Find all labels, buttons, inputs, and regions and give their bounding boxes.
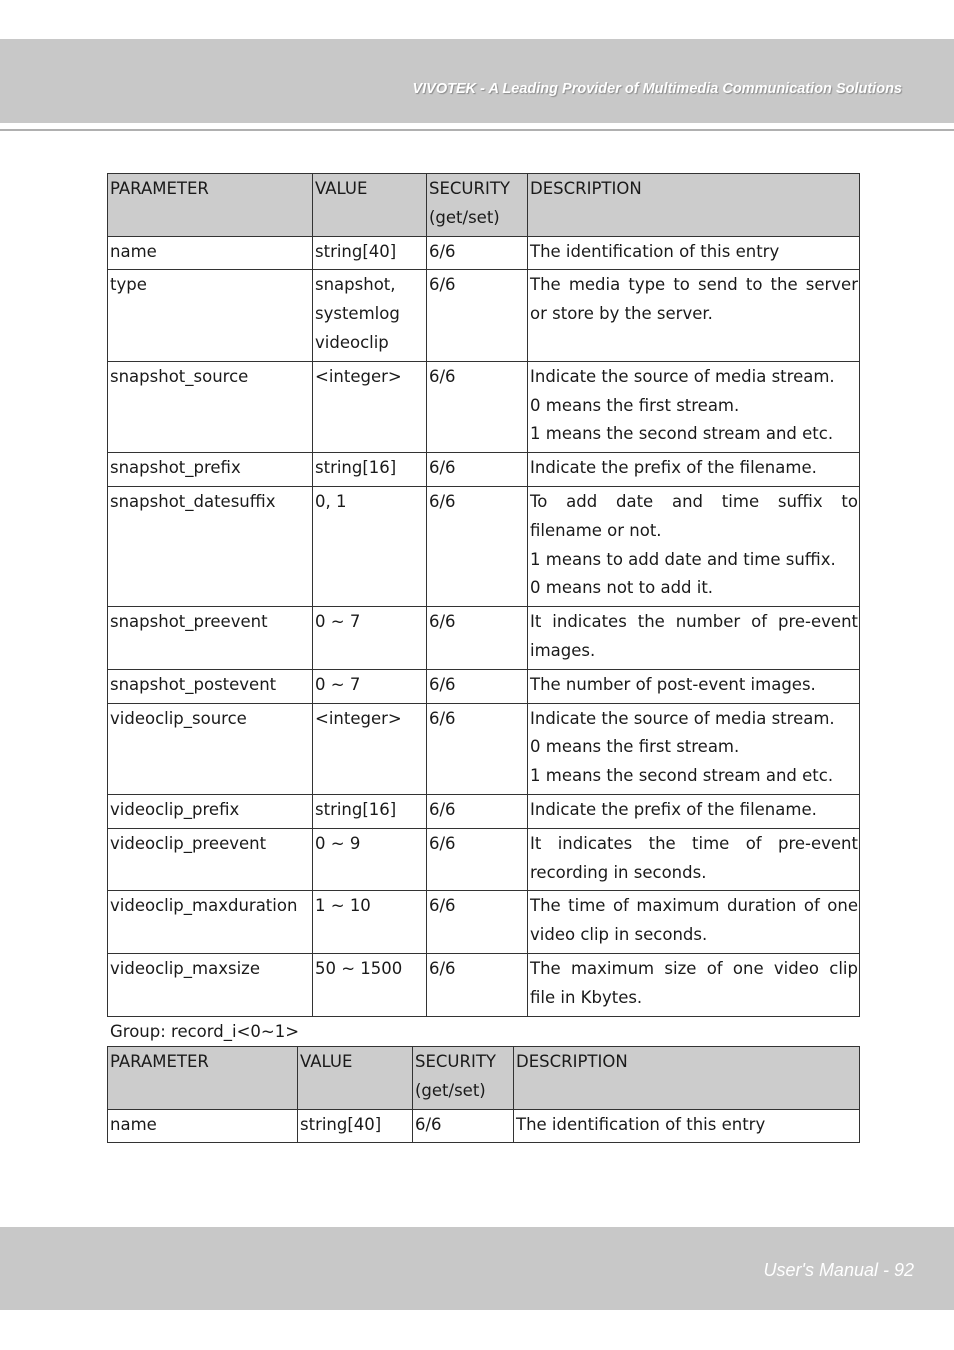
group-label: Group: record_i<0~1> [110, 1022, 300, 1041]
security-cell [427, 891, 528, 954]
value-cell [298, 1109, 413, 1143]
description-cell [528, 794, 860, 828]
value-cell [313, 453, 427, 487]
security-cell [427, 703, 528, 794]
description-line: or store by the server. [530, 304, 713, 324]
value-line: 0 ~ 9 [315, 833, 361, 853]
column-header-security-text: SECURITY [429, 179, 510, 198]
description-line: Indicate the prefix of the filename. [530, 458, 817, 478]
table-row [108, 669, 860, 703]
description-cell [528, 828, 860, 891]
parameter-cell [108, 828, 313, 891]
value-cell [313, 486, 427, 606]
value-cell [313, 828, 427, 891]
header-tagline: VIVOTEK - A Leading Provider of Multimedia Communication Solutions [412, 81, 902, 97]
security-cell [427, 236, 528, 270]
security-value: 6/6 [429, 491, 456, 511]
security-cell [427, 607, 528, 670]
table-row [108, 891, 860, 954]
description-line: 0 means the first stream. [530, 737, 740, 757]
column-header-value-text: VALUE [300, 1052, 353, 1071]
security-cell [427, 270, 528, 361]
page-number: User's Manual - 92 [763, 1260, 914, 1280]
description-line: 0 means the first stream. [530, 395, 740, 415]
parameter-name: name [110, 241, 157, 261]
table-row [108, 270, 860, 361]
record-parameter-table [107, 1046, 860, 1143]
description-cell [528, 891, 860, 954]
security-cell [427, 361, 528, 452]
security-cell [427, 453, 528, 487]
column-header-description [528, 174, 860, 237]
value-line: string[40] [300, 1114, 382, 1134]
value-cell [313, 891, 427, 954]
table-row [108, 953, 860, 1016]
column-header-description-text: DESCRIPTION [516, 1052, 628, 1071]
description-cell [528, 486, 860, 606]
security-value: 6/6 [429, 708, 456, 728]
column-header-parameter [108, 1047, 298, 1110]
security-cell [427, 953, 528, 1016]
table-row [108, 703, 860, 794]
description-line: images. [530, 640, 596, 660]
column-header-value [313, 174, 427, 237]
column-header-parameter-text: PARAMETER [110, 1052, 209, 1071]
column-header-security [413, 1047, 514, 1110]
parameter-name: videoclip_preevent [110, 833, 267, 853]
description-line: Indicate the source of media stream. [530, 708, 835, 728]
value-cell [313, 236, 427, 270]
security-value: 6/6 [429, 958, 456, 978]
column-header-security-subtext: (get/set) [429, 207, 500, 227]
parameter-cell [108, 891, 313, 954]
column-header-value-text: VALUE [315, 179, 368, 198]
description-line: It indicates the time of pre-event [530, 833, 858, 853]
header-row [108, 1047, 860, 1110]
description-line: The identification of this entry [530, 241, 780, 261]
value-line: 0 ~ 7 [315, 674, 361, 694]
description-cell [528, 703, 860, 794]
value-line: <integer> [315, 366, 402, 386]
value-line: string[40] [315, 241, 397, 261]
value-line: 0 ~ 7 [315, 612, 361, 632]
description-line: 1 means the second stream and etc. [530, 766, 834, 786]
column-header-security [427, 174, 528, 237]
parameter-name: snapshot_source [110, 366, 249, 386]
value-line: 0, 1 [315, 491, 347, 511]
value-line: 1 ~ 10 [315, 896, 371, 916]
value-cell [313, 794, 427, 828]
column-header-security-text: SECURITY [415, 1052, 496, 1071]
table-row [108, 236, 860, 270]
parameter-name: snapshot_datesuffix [110, 491, 276, 511]
parameter-cell [108, 1109, 298, 1143]
value-line: videoclip [315, 332, 389, 352]
description-line: 1 means the second stream and etc. [530, 424, 834, 444]
value-cell [313, 669, 427, 703]
security-cell [427, 828, 528, 891]
description-line: The number of post-event images. [530, 674, 816, 694]
page-header [0, 39, 954, 123]
security-value: 6/6 [429, 612, 456, 632]
parameter-name: snapshot_postevent [110, 674, 277, 694]
parameter-name: videoclip_maxduration [110, 896, 298, 916]
description-cell [528, 953, 860, 1016]
description-line: recording in seconds. [530, 862, 707, 882]
parameter-cell [108, 486, 313, 606]
description-line: The media type to send to the server [530, 275, 858, 295]
column-header-parameter [108, 174, 313, 237]
parameter-name: snapshot_preevent [110, 612, 268, 632]
description-line: file in Kbytes. [530, 987, 643, 1007]
table-row [108, 453, 860, 487]
description-cell [528, 270, 860, 361]
parameter-name: videoclip_maxsize [110, 958, 260, 978]
description-cell [528, 669, 860, 703]
value-cell [313, 607, 427, 670]
description-cell [528, 236, 860, 270]
security-cell [427, 794, 528, 828]
security-cell [427, 669, 528, 703]
security-cell [427, 486, 528, 606]
description-line: Indicate the source of media stream. [530, 366, 835, 386]
description-cell [514, 1109, 860, 1143]
parameter-cell [108, 703, 313, 794]
table-row [108, 1109, 860, 1143]
value-line: snapshot, [315, 275, 396, 295]
description-line: video clip in seconds. [530, 925, 708, 945]
security-value: 6/6 [429, 674, 456, 694]
description-cell [528, 361, 860, 452]
parameter-table [107, 173, 860, 1017]
description-line: 1 means to add date and time suffix. [530, 549, 836, 569]
parameter-name: videoclip_prefix [110, 799, 240, 819]
description-line: The identification of this entry [516, 1114, 766, 1134]
description-cell [528, 607, 860, 670]
value-line: string[16] [315, 458, 397, 478]
column-header-description [514, 1047, 860, 1110]
description-line: The time of maximum duration of one [530, 896, 858, 916]
description-line: 0 means not to add it. [530, 578, 714, 598]
table-row [108, 794, 860, 828]
parameter-name: snapshot_prefix [110, 458, 241, 478]
parameter-name: videoclip_source [110, 708, 247, 728]
column-header-description-text: DESCRIPTION [530, 179, 642, 198]
security-value: 6/6 [429, 896, 456, 916]
column-header-parameter-text: PARAMETER [110, 179, 209, 198]
value-line: string[16] [315, 799, 397, 819]
parameter-cell [108, 794, 313, 828]
parameter-cell [108, 607, 313, 670]
value-line: 50 ~ 1500 [315, 958, 403, 978]
security-value: 6/6 [415, 1114, 442, 1134]
value-line: systemlog [315, 304, 400, 324]
page-footer [0, 1227, 954, 1310]
security-value: 6/6 [429, 275, 456, 295]
parameter-cell [108, 669, 313, 703]
security-value: 6/6 [429, 799, 456, 819]
security-value: 6/6 [429, 458, 456, 478]
parameter-cell [108, 953, 313, 1016]
header-divider [0, 129, 954, 131]
value-cell [313, 270, 427, 361]
description-line: Indicate the prefix of the filename. [530, 799, 817, 819]
description-line: filename or not. [530, 520, 662, 540]
header-row [108, 174, 860, 237]
parameter-cell [108, 236, 313, 270]
parameter-name: name [110, 1114, 157, 1134]
parameter-cell [108, 270, 313, 361]
description-cell [528, 453, 860, 487]
value-cell [313, 953, 427, 1016]
description-line: It indicates the number of pre-event [530, 612, 858, 632]
table-row [108, 607, 860, 670]
table-row [108, 828, 860, 891]
table-row [108, 361, 860, 452]
description-line: To add date and time suffix to [530, 491, 858, 511]
parameter-name: type [110, 275, 147, 295]
table-row [108, 486, 860, 606]
value-cell [313, 361, 427, 452]
security-cell [413, 1109, 514, 1143]
column-header-security-subtext: (get/set) [415, 1080, 486, 1100]
description-line: The maximum size of one video clip [530, 958, 858, 978]
parameter-cell [108, 361, 313, 452]
parameter-cell [108, 453, 313, 487]
value-line: <integer> [315, 708, 402, 728]
security-value: 6/6 [429, 241, 456, 261]
value-cell [313, 703, 427, 794]
column-header-value [298, 1047, 413, 1110]
security-value: 6/6 [429, 833, 456, 853]
security-value: 6/6 [429, 366, 456, 386]
